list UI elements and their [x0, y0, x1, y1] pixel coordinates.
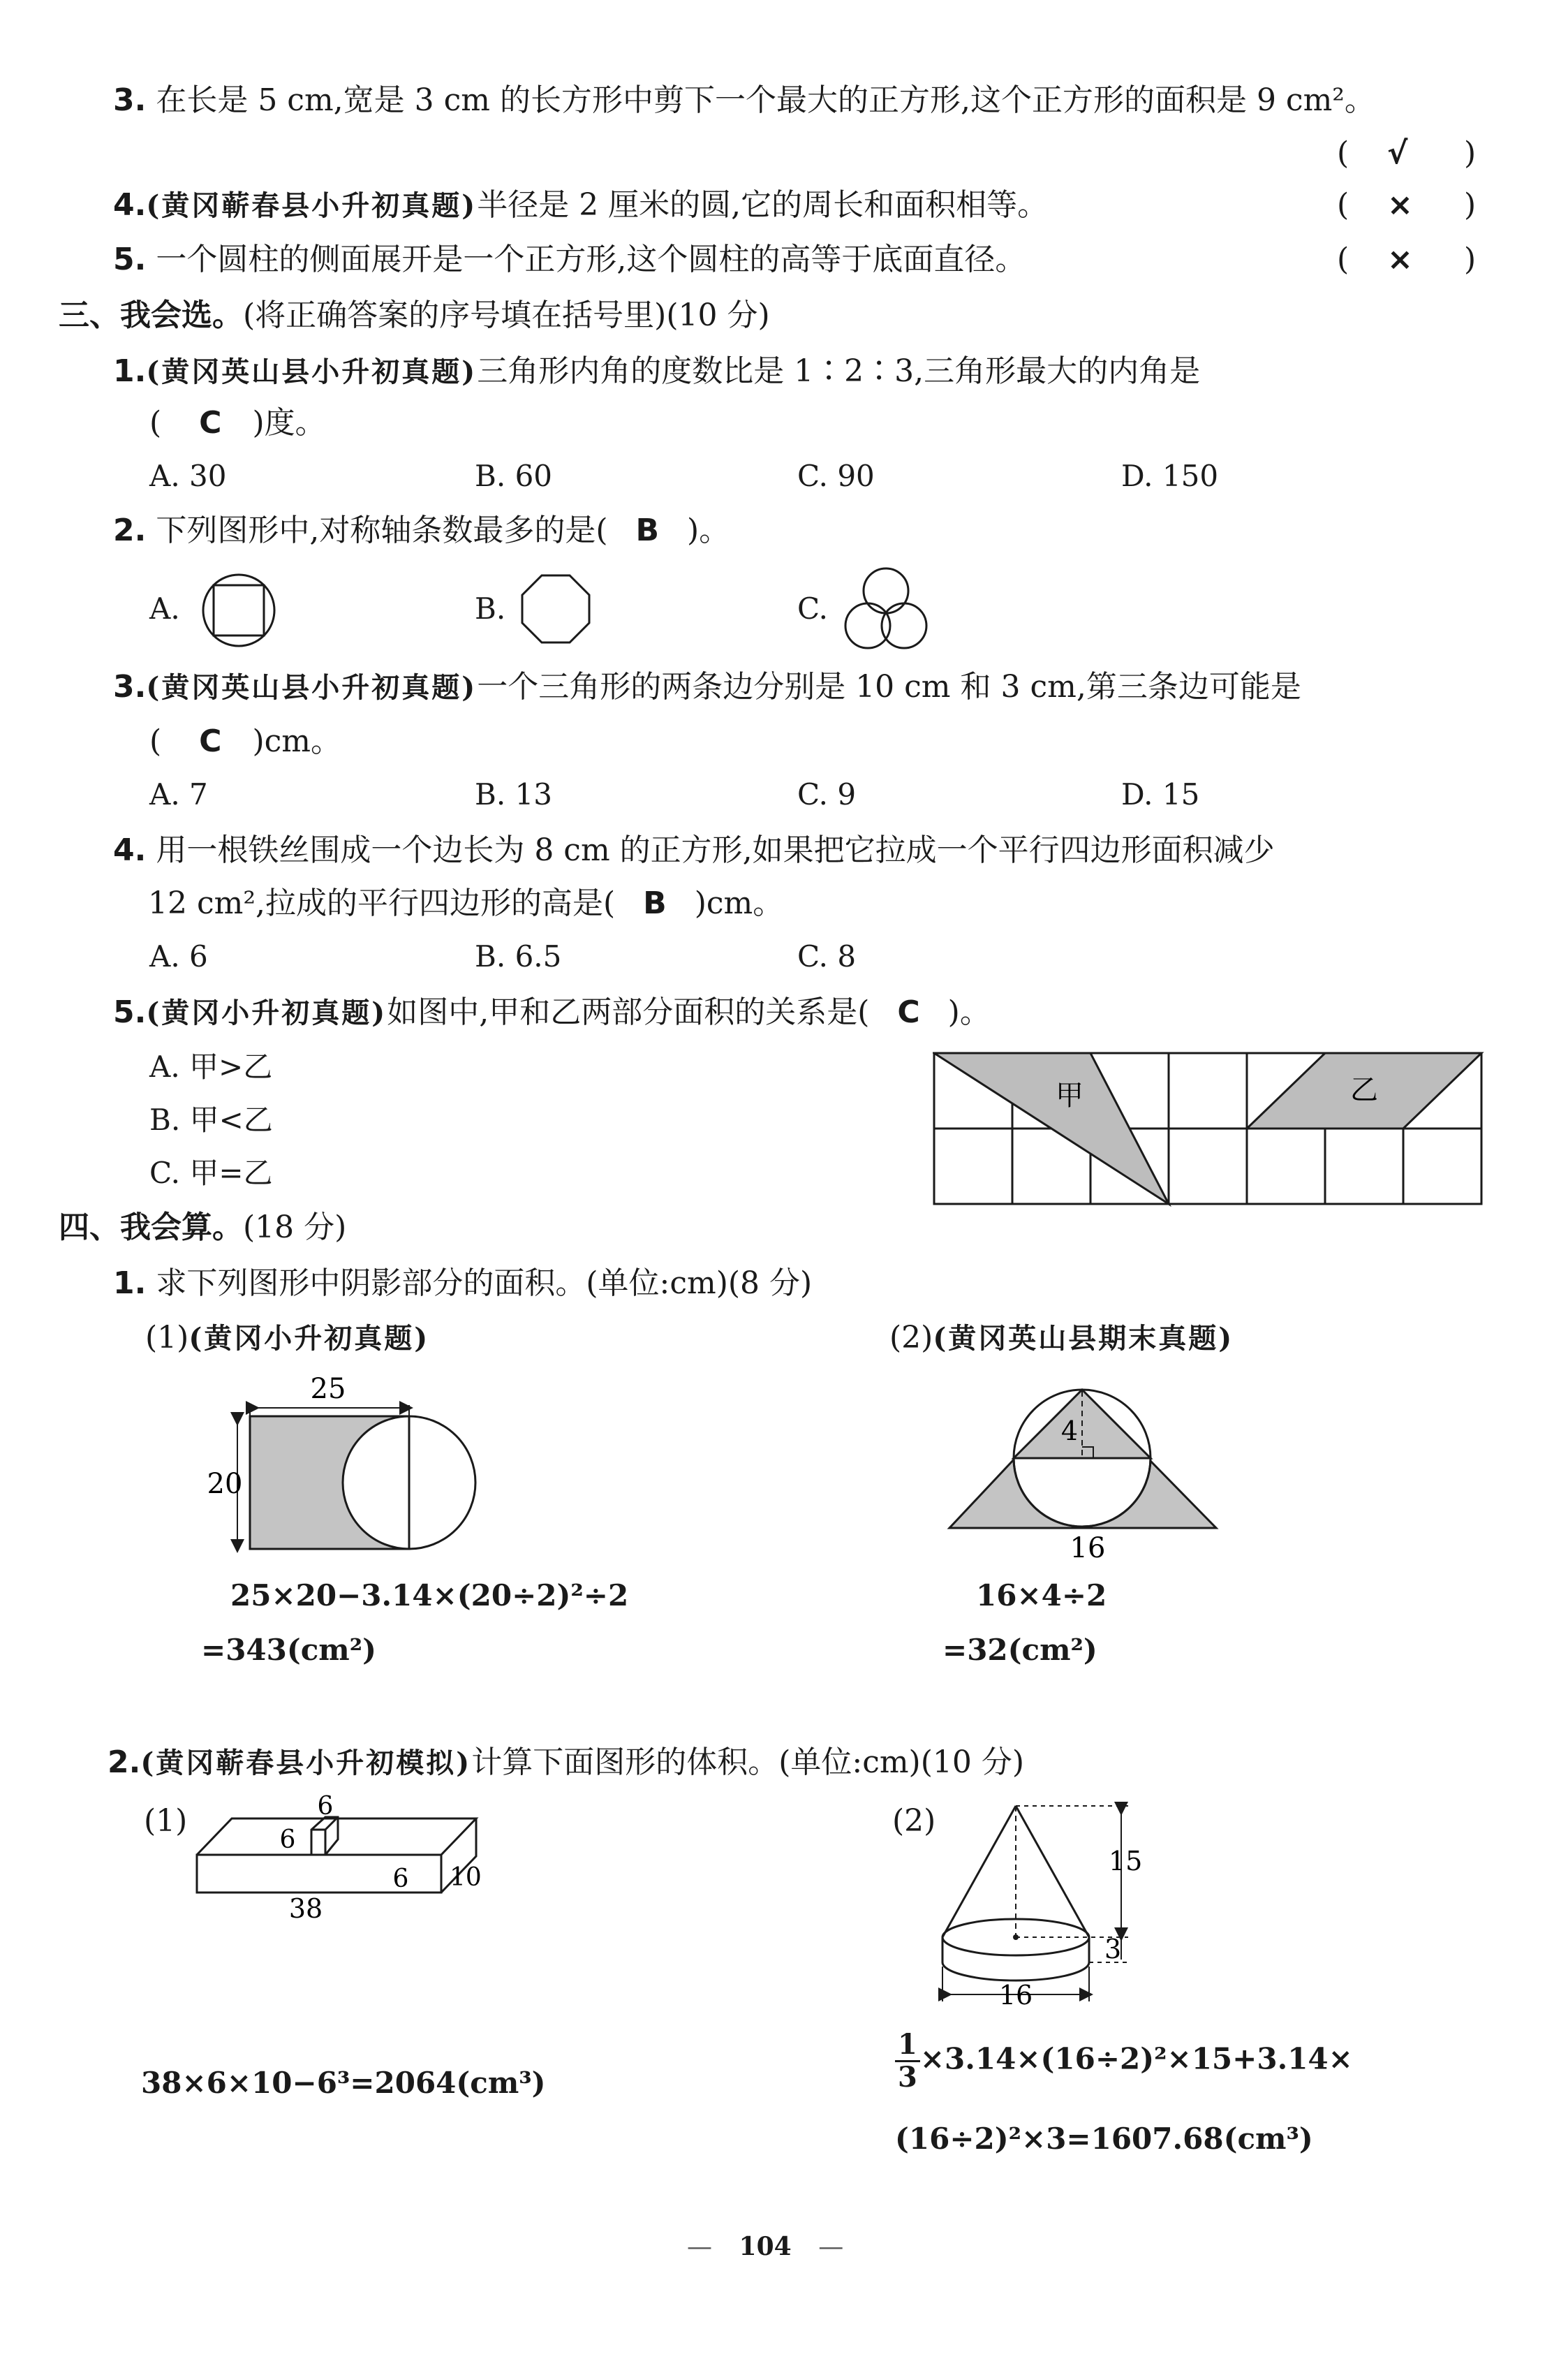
- option-c: C. 8: [797, 939, 857, 973]
- footer-dash: —: [818, 2233, 844, 2261]
- label-yi: 乙: [1350, 1074, 1378, 1106]
- paren-close: )cm。: [252, 723, 341, 759]
- fraction-numerator: 1: [895, 2029, 920, 2062]
- q-number: 2.: [108, 1744, 141, 1780]
- calc-4-1-2-line2: =32(cm²): [942, 1633, 1097, 1667]
- judge-q4: [113, 186, 1048, 226]
- calc-4-2-2-line1: [895, 2029, 1353, 2093]
- option-c: C. 9: [797, 777, 857, 811]
- source-tag: (黄冈英山县小升初真题): [146, 671, 478, 704]
- octagon-figure: [515, 573, 599, 656]
- judge-q3: [113, 81, 1375, 120]
- source-tag: (黄冈蕲春县小升初模拟): [140, 1747, 472, 1779]
- calc-text: ×3.14×(16÷2)²×15+3.14×: [919, 2041, 1353, 2076]
- q-number: 5.: [113, 994, 147, 1030]
- three-circles-figure: [842, 566, 940, 656]
- part-label: (2): [892, 1803, 936, 1839]
- calc-4-2-1: 38×6×10−6³=2064(cm³): [141, 2066, 546, 2100]
- s3-q3-answer-line: [149, 722, 341, 761]
- answer-letter: B: [635, 513, 660, 548]
- judge-q5: [113, 240, 1026, 279]
- grid-jia-yi-figure: [933, 1050, 1486, 1208]
- option-a: A. 30: [149, 459, 227, 493]
- option-a: A. 7: [149, 777, 208, 811]
- option-b: B. 13: [475, 777, 553, 811]
- answer-paren: [1337, 134, 1477, 173]
- answer-mark: √: [1387, 135, 1408, 171]
- dim-diameter: 16: [998, 1980, 1033, 2011]
- part-label: (1): [144, 1803, 188, 1839]
- page-number: 104: [739, 2232, 792, 2261]
- option-c: C.: [797, 591, 828, 626]
- dim-notch-h: 6: [279, 1825, 296, 1854]
- q-number: 5.: [113, 242, 147, 277]
- section-note: (18 分): [243, 1210, 347, 1245]
- section-note: (将正确答案的序号填在括号里)(10 分): [243, 297, 770, 333]
- dim-width: 25: [310, 1373, 346, 1405]
- dim-length: 38: [288, 1893, 323, 1920]
- dim-base: 16: [1070, 1532, 1106, 1564]
- paren-close: )。: [947, 994, 991, 1030]
- q-number: 3.: [113, 82, 147, 118]
- q-number: 1.: [113, 353, 147, 389]
- option-a: A.: [149, 591, 180, 626]
- s4-q2: [108, 1743, 1024, 1783]
- source-tag: (黄冈小升初真题): [188, 1322, 430, 1355]
- option-b: B. 甲<乙: [149, 1103, 273, 1137]
- question-text: 一个圆柱的侧面展开是一个正方形,这个圆柱的高等于底面直径。: [156, 242, 1026, 277]
- fraction-one-third: [895, 2029, 920, 2093]
- q-number: 4.: [113, 832, 147, 868]
- option-d: D. 150: [1121, 459, 1219, 493]
- calc-4-2-2-line2: (16÷2)²×3=1607.68(cm³): [895, 2122, 1313, 2156]
- dim-depth: 10: [450, 1863, 482, 1892]
- calc-4-1-2-line1: 16×4÷2: [976, 1578, 1107, 1612]
- paren-open: (: [1337, 187, 1349, 223]
- source-tag: (黄冈英山县期末真题): [933, 1322, 1234, 1355]
- s3-q1-answer-line: [149, 404, 326, 443]
- s3-q3: [113, 668, 1301, 707]
- s3-q4-line2: [148, 884, 783, 923]
- paren-close: )cm。: [694, 885, 784, 921]
- paren-close: )。: [687, 513, 730, 548]
- answer-letter: C: [897, 994, 920, 1030]
- answer-letter: C: [199, 405, 222, 441]
- option-b: B. 60: [475, 459, 553, 493]
- s4-q1-p1-heading: [145, 1318, 429, 1358]
- paren-open: (: [149, 405, 162, 441]
- option-a: A. 6: [149, 939, 208, 973]
- paren-open: (: [149, 723, 162, 759]
- paren-open: (: [1337, 242, 1349, 277]
- answer-paren: [1337, 240, 1477, 279]
- q-number: 1.: [113, 1265, 147, 1301]
- dim-height: 20: [207, 1468, 243, 1500]
- question-text: 下列图形中,对称轴条数最多的是(: [156, 513, 608, 548]
- q-number: 3.: [113, 669, 147, 705]
- s3-q1: [113, 352, 1200, 392]
- page-footer: [687, 2232, 843, 2261]
- calc-4-1-1-line1: 25×20−3.14×(20÷2)²÷2: [230, 1578, 629, 1612]
- question-text: 三角形内角的度数比是 1∶2∶3,三角形最大的内角是: [477, 353, 1201, 389]
- cone-on-cylinder-figure: [919, 1795, 1149, 2013]
- shaded-rect-circle-figure: [188, 1366, 496, 1555]
- s3-q4: [113, 831, 1275, 870]
- option-b: B. 6.5: [475, 939, 562, 973]
- square-in-circle-figure: [200, 571, 283, 655]
- option-d: D. 15: [1121, 777, 1200, 811]
- s3-q2: [113, 511, 730, 550]
- dim-notch-w: 6: [317, 1795, 334, 1821]
- answer-letter: B: [643, 885, 667, 921]
- dim-cone-height: 15: [1109, 1846, 1143, 1876]
- dim-height: 4: [1060, 1416, 1079, 1446]
- section-title: 三、我会选。: [59, 297, 243, 333]
- answer-letter: C: [199, 723, 222, 759]
- option-b: B.: [475, 591, 506, 626]
- section-title: 四、我会算。: [59, 1210, 243, 1245]
- paren-close: ): [1464, 187, 1477, 223]
- fraction-denominator: 3: [898, 2061, 917, 2094]
- question-text: 求下列图形中阴影部分的面积。(单位:cm)(8 分): [156, 1265, 813, 1301]
- question-text: 12 cm²,拉成的平行四边形的高是(: [148, 885, 616, 921]
- q-number: 4.: [113, 187, 147, 223]
- part-label: (2): [889, 1320, 933, 1355]
- question-text: 计算下面图形的体积。(单位:cm)(10 分): [471, 1744, 1025, 1780]
- question-text: 在长是 5 cm,宽是 3 cm 的长方形中剪下一个最大的正方形,这个正方形的面积是 9 cm²。: [156, 82, 1375, 118]
- label-jia: 甲: [1056, 1080, 1083, 1112]
- calc-4-1-1-line2: =343(cm²): [201, 1633, 377, 1667]
- answer-mark: ×: [1387, 187, 1413, 223]
- option-a: A. 甲>乙: [149, 1050, 273, 1084]
- s3-q5: [113, 993, 991, 1033]
- dim-cyl-height: 3: [1104, 1934, 1122, 1964]
- source-tag: (黄冈小升初真题): [146, 997, 387, 1029]
- source-tag: (黄冈蕲春县小升初真题): [146, 189, 478, 222]
- footer-dash: —: [687, 2233, 712, 2261]
- section3-heading: [59, 296, 770, 335]
- question-text: 用一根铁丝围成一个边长为 8 cm 的正方形,如果把它拉成一个平行四边形面积减少: [156, 832, 1275, 868]
- option-c: C. 甲=乙: [149, 1156, 273, 1190]
- q-number: 2.: [113, 513, 147, 548]
- trapezoid-circle-figure: [947, 1383, 1226, 1564]
- question-text: 一个三角形的两条边分别是 10 cm 和 3 cm,第三条边可能是: [477, 669, 1301, 705]
- source-tag: (黄冈英山县小升初真题): [146, 355, 478, 388]
- paren-close: ): [1464, 135, 1477, 171]
- paren-open: (: [1337, 135, 1349, 171]
- s4-q1-p2-heading: [889, 1318, 1234, 1358]
- section4-heading: [59, 1208, 346, 1247]
- question-text: 如图中,甲和乙两部分面积的关系是(: [387, 994, 870, 1030]
- option-c: C. 90: [797, 459, 875, 493]
- paren-close: )度。: [252, 405, 326, 441]
- part-label: (1): [145, 1320, 189, 1355]
- question-text: 半径是 2 厘米的圆,它的周长和面积相等。: [477, 187, 1049, 223]
- notched-cuboid-figure: [188, 1795, 482, 1920]
- dim-height: 6: [392, 1865, 409, 1893]
- s4-q1: [113, 1264, 812, 1303]
- answer-paren: [1337, 186, 1477, 225]
- paren-close: ): [1464, 242, 1477, 277]
- answer-mark: ×: [1387, 242, 1413, 277]
